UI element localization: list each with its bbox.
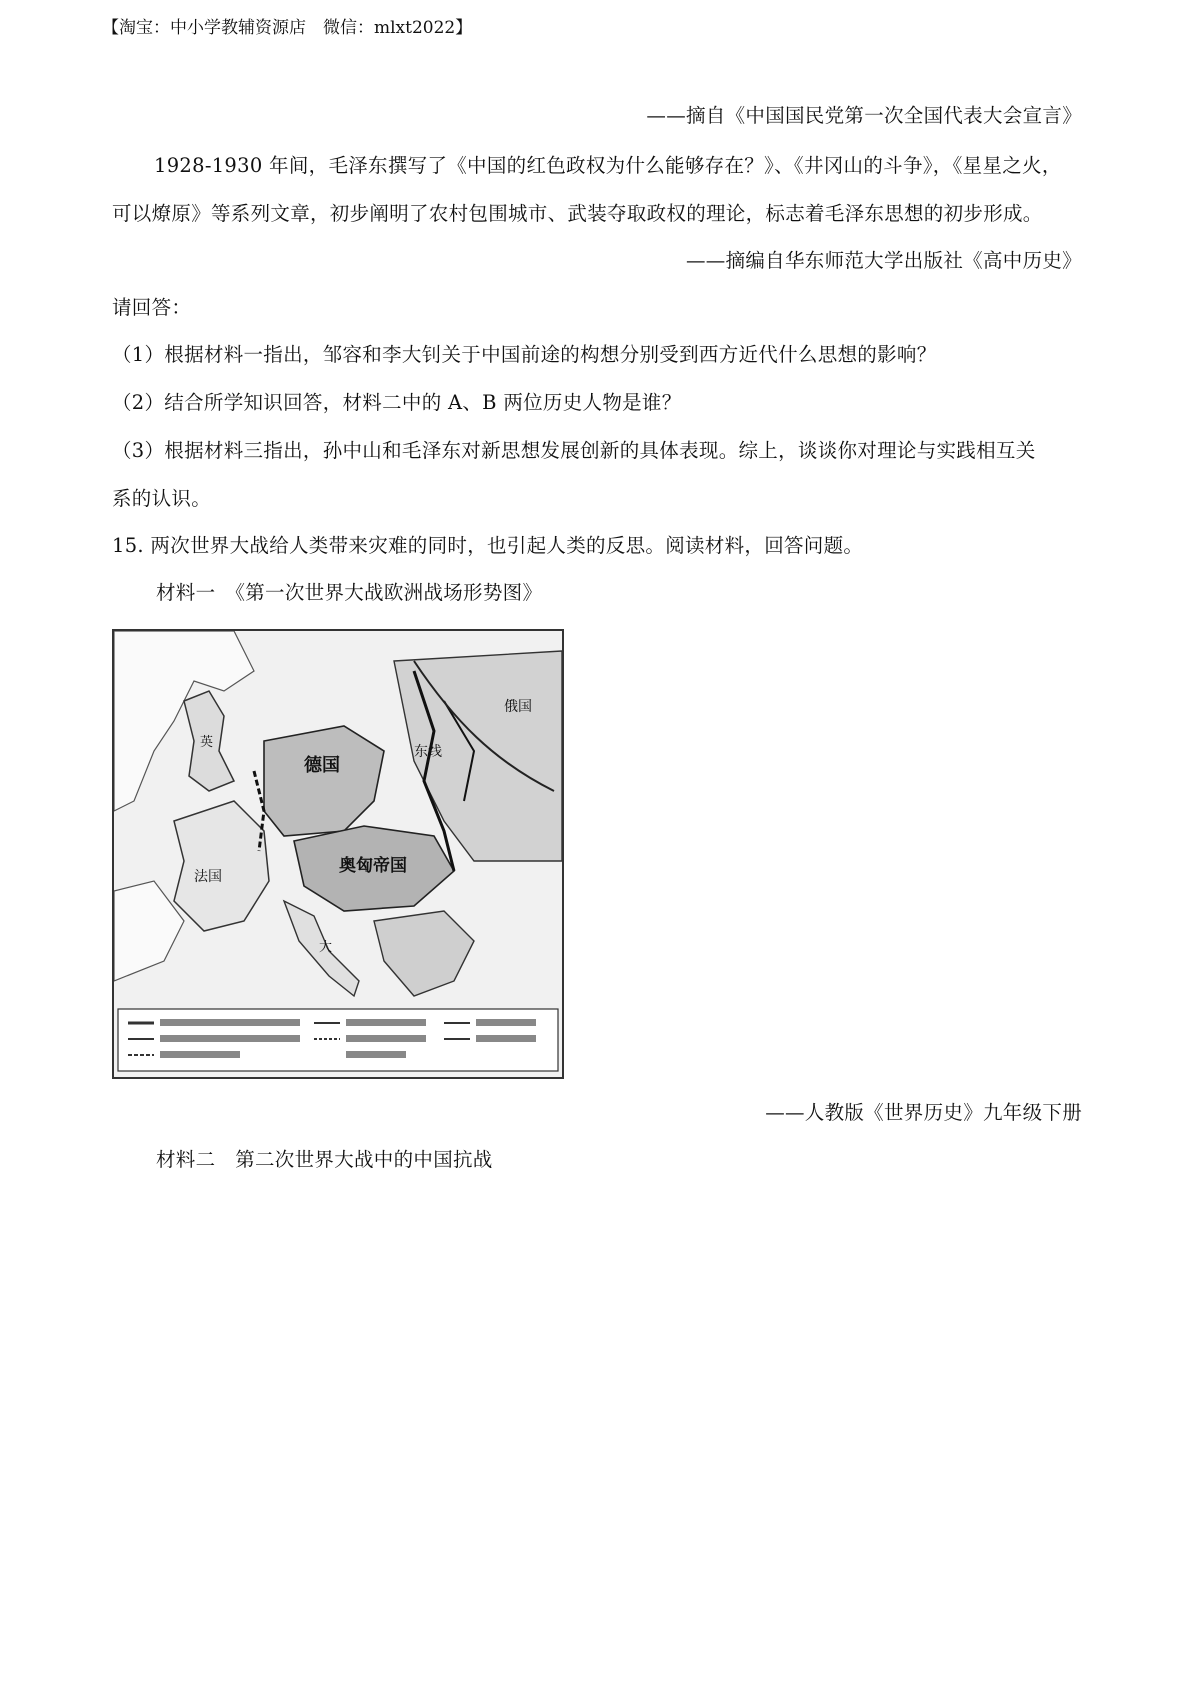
- material-1-title: 材料一 《第一次世界大战欧洲战场形势图》: [156, 581, 543, 604]
- header-watermark: 【淘宝：中小学教辅资源店 微信：mlxt2022】: [102, 18, 473, 38]
- question-15: 15. 两次世界大战给人类带来灾难的同时，也引起人类的反思。阅读材料，回答问题。: [112, 534, 864, 557]
- map-label-russia: 俄国: [504, 699, 532, 715]
- map-label-italy: 大: [319, 940, 333, 955]
- source-citation-3: ——人教版《世界历史》九年级下册: [765, 1101, 1082, 1124]
- source-citation-1: ——摘自《中国国民党第一次全国代表大会宣言》: [646, 104, 1082, 127]
- map-label-britain: 英: [200, 735, 214, 750]
- question-1: （1）根据材料一指出，邹容和李大钊关于中国前途的构想分别受到西方近代什么思想的影响？: [112, 343, 937, 366]
- map-label-france: 法国: [194, 869, 222, 885]
- question-3-line-1: （3）根据材料三指出，孙中山和毛泽东对新思想发展创新的具体表现。综上，谈谈你对理论与实践相互关: [112, 439, 1036, 462]
- map-label-austria-hungary: 奥匈帝国: [339, 856, 407, 876]
- paragraph-line-1: 1928-1930 年间，毛泽东撰写了《中国的红色政权为什么能够存在？》、《井冈山的斗争》，《星星之火，: [154, 154, 1062, 177]
- map-label-germany: 德国: [304, 755, 340, 776]
- question-2: （2）结合所学知识回答，材料二中的 A、B 两位历史人物是谁？: [112, 391, 682, 414]
- material-2-title: 材料二 第二次世界大战中的中国抗战: [156, 1148, 493, 1171]
- paragraph-line-2: 可以燎原》等系列文章，初步阐明了农村包围城市、武装夺取政权的理论，标志着毛泽东思想的初步形成。: [112, 202, 1043, 225]
- source-citation-2: ——摘编自华东师范大学出版社《高中历史》: [685, 249, 1082, 272]
- map-label-east-front: 东线: [414, 744, 442, 760]
- answer-prompt: 请回答：: [112, 296, 192, 319]
- question-3-line-2: 系的认识。: [112, 487, 212, 510]
- ww1-europe-map-image: [112, 629, 564, 1079]
